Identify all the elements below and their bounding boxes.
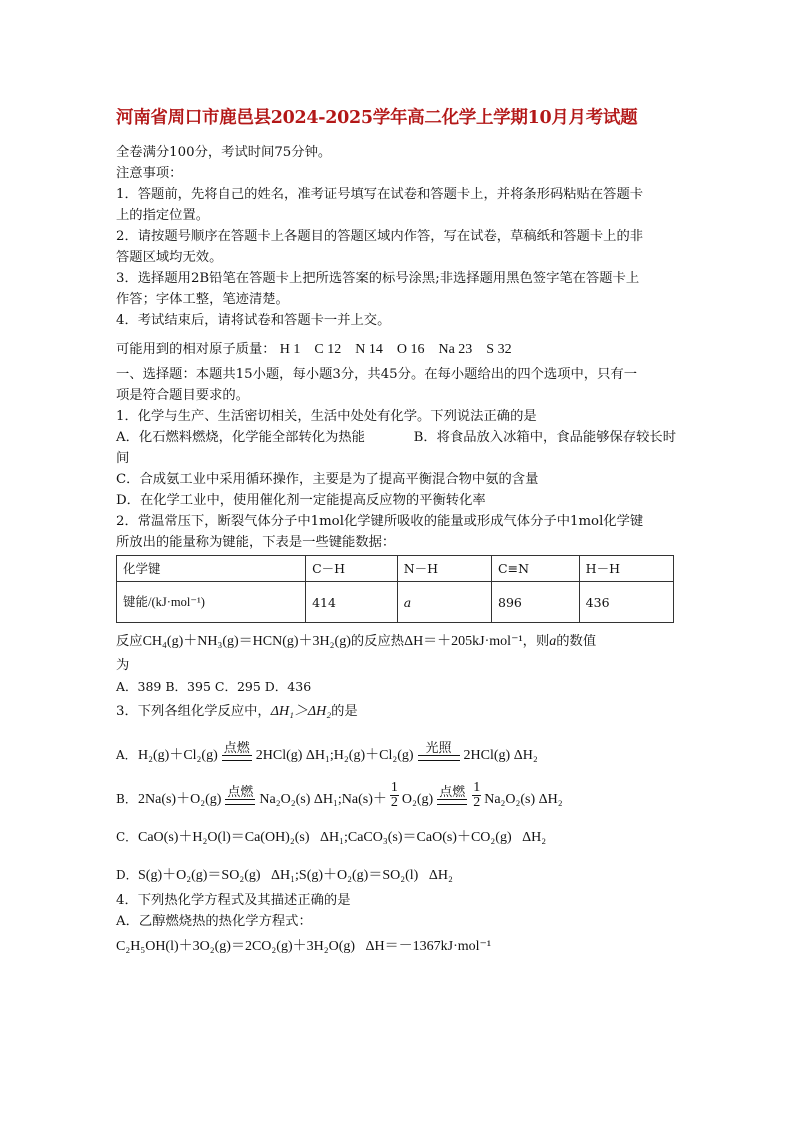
question-3-option-d: D． S(g)＋O₂(g)＝SO₂(g) ΔH₁;S(g)＋O₂(g)＝SO₂(l) ΔH₂ [116,868,453,883]
question-2-stem-cont: 所放出的能量称为键能，下表是一些键能数据： [116,535,396,550]
question-3-option-c: C． CaO(s)＋H₂O(l)＝Ca(OH)₂(s) ΔH₁;CaCO₃(s)＝CaO(s)＋CO₂(g) ΔH₂ [116,830,547,845]
table-header-cell: N－H [397,556,491,582]
exam-title: 河南省周口市鹿邑县2024-2025学年高二化学上学期10月月考试题 [116,108,638,128]
exam-page [116,100,676,962]
fraction: $\frac{1}{2}$ [390,780,398,810]
section-heading: 一、选择题：本题共15小题，每小题3分，共45分。在每小题给出的四个选项中，只有一 [116,367,637,382]
question-1-option-b: B．将食品放入冰箱中，食品能够保存较长时 [413,430,676,445]
bond-energy-table [116,555,674,623]
note-line: 作答；字体工整，笔迹清楚。 [116,292,289,307]
atomic-mass-label: 可能用到的相对原子质量： [116,342,276,357]
section-heading-cont: 项是符合题目要求的。 [116,388,249,403]
reaction-equation: CH₄(g)＋NH₃(g)＝HCN(g)＋3H₂(g) [142,634,351,649]
table-header-cell: C－H [306,556,398,582]
table-cell: 414 [306,582,398,623]
note-line: 1．答题前，先将自己的姓名，准考证号填写在试卷和答题卡上，并将条形码粘贴在答题卡 [116,187,644,202]
question-1-option-b-cont: 间 [116,451,130,466]
question-1-option-a: A．化石燃料燃烧，化学能全部转化为热能 [116,430,365,445]
atomic-mass-line [116,339,676,360]
reaction-arrow: 点燃 [222,741,252,766]
table-header-row [117,556,674,582]
question-1-stem: 1．化学与生产、生活密切相关，生活中处处有化学。下列说法正确的是 [116,409,537,424]
question-2-options: A．389 B．395 C．295 D．436 [116,679,312,694]
note-line: 3．选择题用2B铅笔在答题卡上把所选答案的标号涂黑;非选择题用黑色签字笔在答题卡上 [116,271,640,286]
question-3-stem: 3．下列各组化学反应中，ΔH₁＞ΔH₂的是 [116,704,358,719]
question-3-option-a: A． H₂(g)＋Cl₂(g) 点燃 2HCl(g) ΔH₁;H₂(g)＋Cl₂(g) 光照 2HCl(g) ΔH₂ [116,722,676,766]
reaction-heat: ΔH＝＋205kJ·mol⁻¹ [404,634,523,649]
reaction-arrow: 点燃 [225,785,255,810]
table-row [117,582,674,623]
question-4-option-a-equation: C₂H₅OH(l)＋3O₂(g)＝2CO₂(g)＋3H₂O(g) ΔH＝－1367kJ·mol⁻¹ [116,939,492,954]
reaction-arrow: 点燃 [437,785,467,810]
note-line: 上的指定位置。 [116,208,210,223]
table-cell: a [397,582,491,623]
table-header-cell: 化学键 [117,556,306,582]
table-cell: 896 [492,582,580,623]
question-1-option-c: C．合成氨工业中采用循环操作，主要是为了提高平衡混合物中氨的含量 [116,472,539,487]
intro-text: 全卷满分100分，考试时间75分钟。 [116,145,332,160]
question-2-reaction-line: 反应CH₄(g)＋NH₃(g)＝HCN(g)＋3H₂(g)的反应热ΔH＝＋205kJ·mol⁻¹，则a的数值 [116,634,597,649]
table-row-label: 键能/(kJ·mol⁻¹) [117,582,306,623]
note-line: 2．请按题号顺序在答题卡上各题目的答题区域内作答，写在试卷，草稿纸和答题卡上的非 [116,229,644,244]
question-1-option-d: D．在化学工业中，使用催化剂一定能提高反应物的平衡转化率 [116,493,486,508]
table-cell: 436 [579,582,673,623]
fraction: $\frac{1}{2}$ [473,780,481,810]
reaction-arrow: 光照 [418,741,460,766]
note-line: 答题区域均无效。 [116,250,223,265]
table-header-cell: C≡N [492,556,580,582]
question-2-stem: 2．常温常压下，断裂气体分子中1mol化学键所吸收的能量或形成气体分子中1mol化学键 [116,514,644,529]
notes-heading: 注意事项： [116,166,183,181]
question-3-option-b: B． 2Na(s)＋O₂(g) 点燃 Na₂O₂(s) ΔH₁;Na(s)＋ $\frac{1}{2}$ O₂(g) 点燃 $\frac{1}{2}$ Na₂O₂(s) ΔH₂ [116,780,563,810]
question-1-options-ab [116,427,676,448]
question-2-reaction-line-cont: 为 [116,658,130,673]
table-header-cell: H－H [579,556,673,582]
question-4-option-a: A．乙醇燃烧热的热化学方程式： [116,914,312,929]
question-4-stem: 4．下列热化学方程式及其描述正确的是 [116,893,351,908]
atomic-mass-values: H 1 C 12 N 14 O 16 Na 23 S 32 [279,342,512,357]
note-line: 4．考试结束后，请将试卷和答题卡一并上交。 [116,313,391,328]
